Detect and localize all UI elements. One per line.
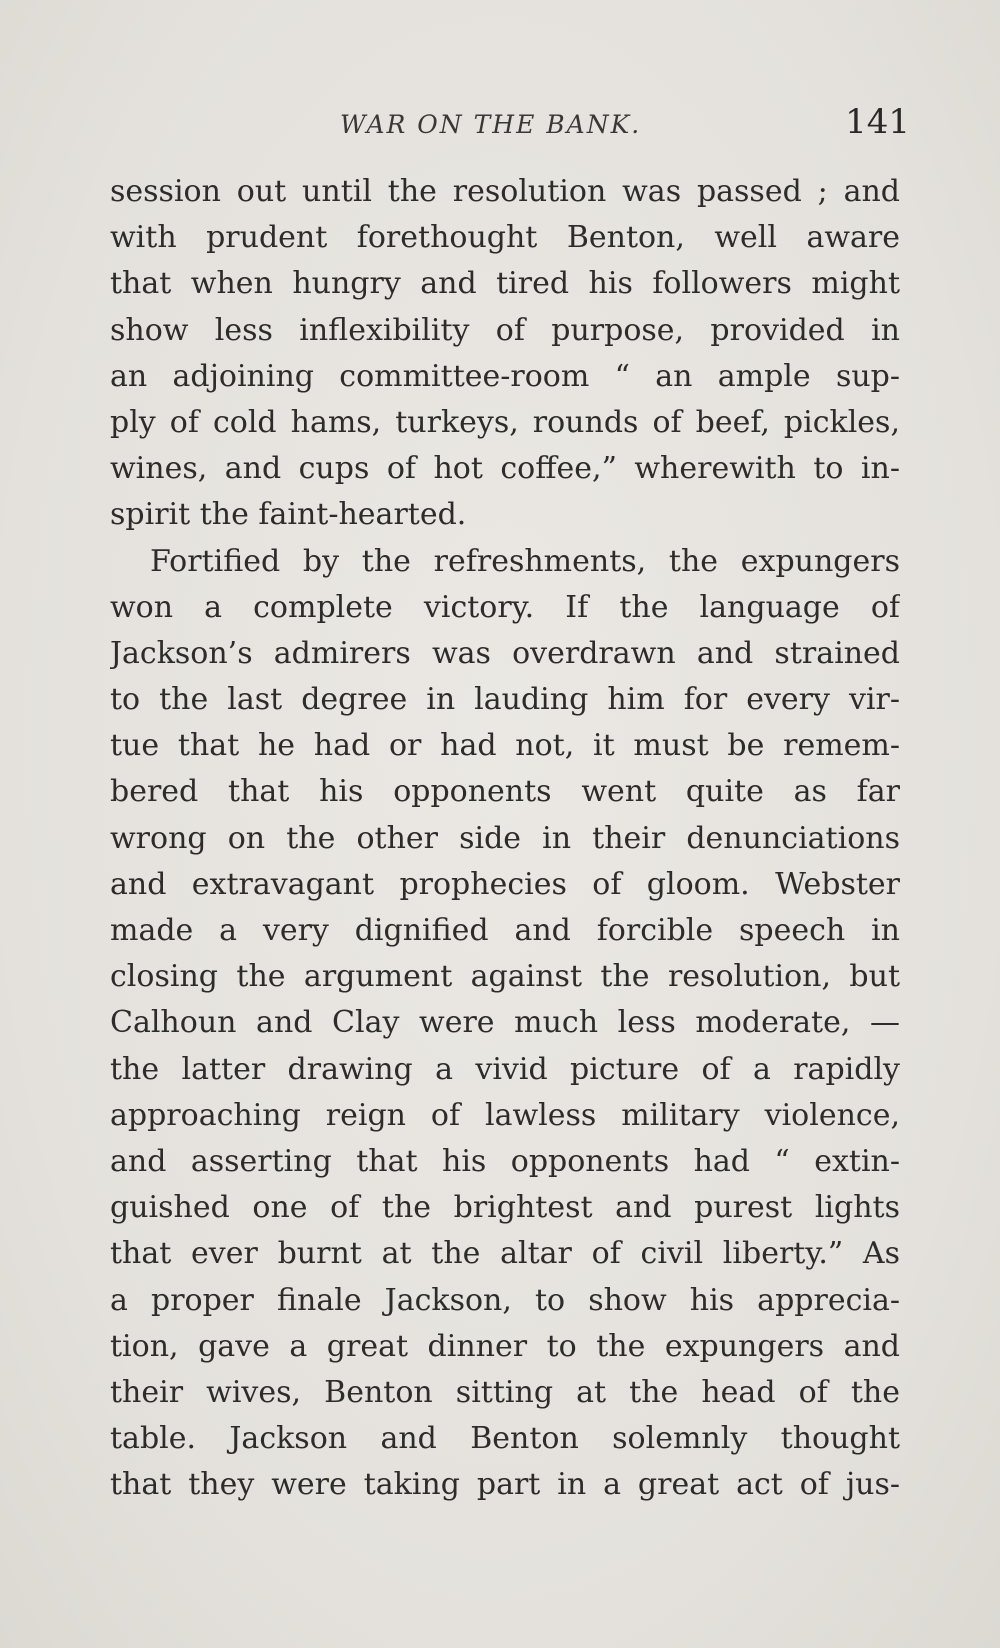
text-line: spirit the faint-hearted. bbox=[110, 497, 467, 533]
body-text bbox=[110, 169, 900, 1508]
text-line: their wives, Benton sitting at the head of the bbox=[110, 1374, 900, 1410]
running-title: WAR ON THE BANK. bbox=[340, 110, 642, 139]
paragraph-2 bbox=[110, 539, 900, 1509]
text-line: session out until the resolution was passed ; and bbox=[110, 174, 900, 209]
text-line: that ever burnt at the altar of civil liberty.” As bbox=[110, 1236, 900, 1272]
text-line: bered that his opponents went quite as far bbox=[110, 774, 900, 810]
text-line: guished one of the brightest and purest lights bbox=[110, 1190, 900, 1226]
text-line: an adjoining committee-room “ an ample sup- bbox=[110, 358, 900, 394]
text-line: won a complete victory. If the language of bbox=[110, 589, 900, 625]
text-line: Fortified by the refreshments, the expungers bbox=[150, 543, 900, 579]
text-line: Jackson’s admirers was overdrawn and strained bbox=[110, 635, 900, 671]
text-line: approaching reign of lawless military violence, bbox=[110, 1097, 900, 1133]
text-line: ply of cold hams, turkeys, rounds of beef, pickles, bbox=[110, 404, 900, 440]
running-head bbox=[110, 100, 910, 150]
text-line: wines, and cups of hot coffee,” wherewith to in- bbox=[110, 451, 900, 487]
text-line: closing the argument against the resolution, but bbox=[110, 959, 900, 995]
text-line: and asserting that his opponents had “ extin- bbox=[110, 1143, 900, 1179]
text-line: tion, gave a great dinner to the expungers and bbox=[110, 1328, 900, 1364]
text-line: made a very dignified and forcible speech in bbox=[110, 913, 900, 948]
text-line: with prudent forethought Benton, well aware bbox=[110, 220, 900, 256]
text-line: that they were taking part in a great act of jus- bbox=[110, 1467, 900, 1503]
text-line: to the last degree in lauding him for every vir- bbox=[110, 682, 900, 718]
text-line: and extravagant prophecies of gloom. Webster bbox=[110, 866, 900, 902]
page-number: 141 bbox=[845, 102, 910, 142]
text-line: that when hungry and tired his followers might bbox=[110, 266, 900, 302]
paragraph-1 bbox=[110, 169, 900, 539]
text-line: tue that he had or had not, it must be remem- bbox=[110, 728, 900, 764]
text-line: a proper finale Jackson, to show his apprecia- bbox=[110, 1282, 900, 1318]
text-line: the latter drawing a vivid picture of a rapidly bbox=[110, 1051, 900, 1087]
text-line: table. Jackson and Benton solemnly thought bbox=[110, 1421, 900, 1457]
text-line: wrong on the other side in their denunciations bbox=[110, 820, 900, 856]
text-line: show less inflexibility of purpose, provided in bbox=[110, 312, 900, 348]
text-line: Calhoun and Clay were much less moderate, — bbox=[110, 1005, 900, 1041]
